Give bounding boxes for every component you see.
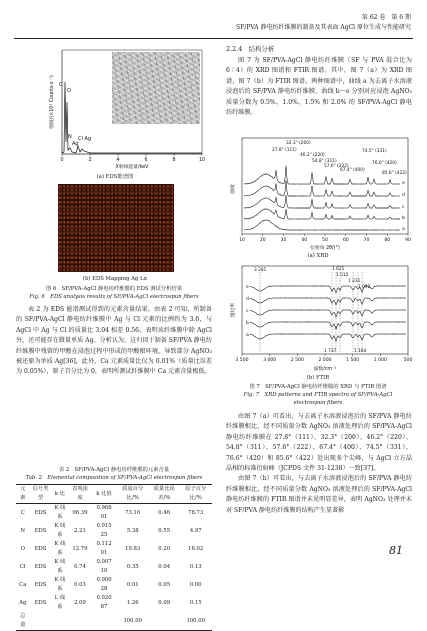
axis-tick-label: 2 500 [290,358,304,363]
xrd-curve [244,166,400,185]
section-title: 2.2.4 结构分析 [226,45,275,53]
xrd-y-label: 强度 [231,184,236,194]
xrd-curve-label: a [402,227,405,232]
fig6a-caption: (a) EDS能谱图 [96,174,134,180]
table-cell: 1.26 [126,599,139,606]
page-number: 81 [389,544,403,557]
ftir-curve-label: e [246,285,249,290]
table-cell: Cl [19,563,26,570]
axis-tick-label: 500 [403,358,413,363]
table-cell: EDS [34,527,47,534]
ftir-curve [250,298,406,305]
table-cell: EDS [34,509,47,516]
table-cell: 0.13 [189,563,202,570]
table-cell: 12.79 [72,545,88,552]
ftir-curve [250,286,406,293]
xrd-curve [244,220,400,231]
fig7b-ftir-chart [222,262,414,374]
table2 [16,484,212,631]
table-row [16,612,212,631]
table-cell: 0.74 [74,563,86,570]
table-header: k 比 [52,485,69,504]
axis-tick-label: 40 [301,238,308,243]
table-cell: 2.21 [74,527,86,534]
table-row [16,522,212,540]
header-rule [14,38,413,39]
axis-tick-label: 60 [342,238,349,243]
xrd-curve-label: c [402,205,405,210]
table-cell: 总量 [16,612,30,631]
axis-tick-label: 3 500 [235,358,249,363]
table-cell: 5.38 [126,527,139,534]
table-header: 质量比误差/% [149,485,179,504]
ftir-peak-label: 1 231 [348,279,361,284]
table-cell [30,612,52,631]
eds-y-label: 强度/(×10³ Counts·s⁻¹) [50,75,55,129]
ftir-peak-label: 3 281 [254,268,267,273]
ftir-curve [250,322,406,330]
table-header: 质量百分比/% [116,485,149,504]
xrd-curve [244,209,400,220]
xrd-curve [244,180,400,196]
xrd-peak-label: 46.2° (220) [300,153,325,158]
axis-tick-label: 1 500 [346,358,360,363]
table-cell: 96.39 [72,509,88,516]
table-cell: 0.35 [126,563,139,570]
table-cell: 0.000 28 [96,577,112,592]
fig7b-caption: (b) FTIR [306,375,330,381]
xrd-curve-label: d [402,193,405,198]
fig6-caption-en: Fig. 6 EDS analysis results of SF/PVA-AgCl electrospun fibers [29,294,199,300]
table-cell: EDS [34,599,47,606]
eds-peak-label: Cl Ag [78,136,92,142]
table-header: 信号类型 [30,485,52,504]
table-cell: K 线系 [54,577,66,592]
table-row [16,540,212,558]
eds-x-tick: 6 [144,158,148,163]
ftir-curve-label: c [246,309,249,314]
table-cell: 0.20 [158,545,171,552]
xrd-peak-label: 76.6° (420) [372,161,397,166]
table-cell: 0.05 [158,581,171,588]
table-cell: 16.02 [188,545,204,552]
left-body-text [16,305,212,378]
table-header: 表观浓度 [68,485,91,504]
sem-inset-image [112,52,200,124]
journal-volume: 第 62 卷 第 6 期 [361,14,411,21]
fig7-caption-en-2: electrospun fibers [293,400,343,406]
table-cell: 0.112 01 [96,541,112,556]
eds-x-tick: 10 [198,158,206,163]
axis-tick-label: 80 [384,238,391,243]
axis-tick-label: 2 000 [318,358,332,363]
ftir-curve-label: b [246,321,249,326]
table-cell: 0.020 87 [96,595,112,610]
xrd-peak-label: 85.6° (422) [382,171,407,176]
ftir-curve-label: d [246,297,249,302]
xrd-peak-label: 57.6° (222) [324,164,349,169]
xrd-curve [244,195,400,208]
ftir-curve [250,310,406,317]
ftir-y-label: 透过率 [231,302,236,318]
eds-peak-label: N [68,134,72,140]
xrd-peak-label: 54.8° (311) [312,159,337,164]
table-cell: EDS [34,563,47,570]
xrd-peak-label: 67.4° (400) [340,168,365,173]
xrd-curve-label: b [402,216,405,221]
table-cell [92,612,117,631]
table-cell: Ca [19,581,27,588]
table-cell: 0.04 [158,563,171,570]
table-cell: K 线系 [54,541,66,556]
right-top-text [226,56,412,118]
table-cell: 0.968 91 [96,505,112,520]
ftir-peak-label: 1 737 [324,349,337,354]
fig6a-eds-spectrum [20,42,210,172]
fig6b-caption: (b) EDS Mapping Ag Lα [82,276,148,282]
ftir-peak-label: 1 164 [354,349,367,354]
paragraph: 由图 7（a）可看出，与去离子水溶液浸泡后的 SF/PVA 静电纺纤维膜相比，经不同质量分数 AgNO₃ 溶液处理后的 SF/PVA-AgCl 静电纺纤维膜在 27.8°（111）、32.3°（200）、46.2°（220）、54.8°（311）、57.6°（222）、67.4°（400）、74.5°（331）、76.6°（420）和 85.6°（422）处出现多个尖峰，与 AgCl 立方晶晶相的标准衍射峰（JCPDS 文件 31-1238）一致[37]。 [226,413,412,473]
table-cell: 100.00 [116,612,149,631]
table-cell [68,612,91,631]
eds-x-tick: 8 [172,158,176,163]
axis-tick-label: 3 000 [263,358,277,363]
ftir-peak-label: 1 092 [358,285,371,290]
table-row [16,594,212,612]
table-cell: 2.09 [74,599,86,606]
xrd-x-label: 衍射角 2θ/(°) [310,246,340,251]
table-cell: L 线系 [54,595,66,610]
ftir-x-label: 波数/cm⁻¹ [313,367,337,372]
eds-x-tick: 4 [116,158,120,163]
table-cell: 0.01 [126,581,139,588]
table-cell: K 线系 [54,559,66,574]
table-cell: 0.09 [158,599,171,606]
table-cell: EDS [34,545,47,552]
fig7a-caption: (a) XRD [307,253,329,259]
fig7a-xrd-chart [222,134,414,252]
table-cell: K 线系 [54,523,66,538]
table-cell [52,612,69,631]
eds-peak-label: Ag [72,141,79,147]
table-header: k 比值 [92,485,117,504]
paragraph: 表 2 为 EDS 能谱测试得到的元素含量结果。由表 2 可知，所制备的 SF/PVA-AgCl 静电纺纤维膜中 Ag 与 Cl 元素的比例约为 3.6，与 AgCl 中 Ag 与 Cl 的质量比 3.04 相差 0.56，表明该纤维膜中除 AgCl 外，还可能存在微量单质 Ag。分析认为，这归因于制备 SF/PVA 静电纺纤维膜中残留的甲酸在浸泡过程中形成的甲酸根环境，导致部分 AgNO₃ 被还原为单质 Ag[36]，此外，Ca 元素质量比仅为 0.01%（质量比误差为 0.05%），原子百分比为 0，表明所测试纤维膜中 Ca 元素含量极低。 [16,306,212,376]
table-cell: 0.00 [189,581,202,588]
xrd-peak-label: 27.8° (111) [272,148,297,153]
fig7-caption-cn: 图 7 SF/PVA-AgCl 静电纺纤维膜的 XRD 与 FTIR 图谱 [249,384,387,390]
table-header: 原子百分比/% [179,485,212,504]
eds-peak-label: C [59,82,63,88]
axis-tick-label: 90 [405,238,411,243]
eds-x-tick: 2 [88,158,92,163]
axis-tick-label: 20 [259,238,266,243]
table-cell: 78.73 [188,509,204,516]
ftir-peak-label: 1 621 [332,267,345,272]
axis-tick-label: 30 [280,238,287,243]
table2-title-en: Tab. 2 Elemental composition of SF/PVA-AgCl electrospun fibers [25,475,203,481]
eds-x-tick: 0 [60,158,64,163]
table-cell: 4.97 [189,527,202,534]
ftir-curve-label: a [246,333,249,338]
ftir-curve [250,334,406,342]
table-cell: 0.015 25 [96,523,112,538]
table-cell: 0.03 [74,581,86,588]
paragraph: 由图 7（b）可看出，与去离子水溶液浸泡后的 SF/PVA 静电纺纤维膜相比，经不同质量分数 AgNO₃ 溶液处理后的 SF/PVA-AgCl 静电纺纤维膜的 FTIR 图谱并未见明显差异，表明 AgNO₃ 处理并未对 SF/PVA 静电纺纤维膜的结构产生显著影 [226,475,412,514]
table-cell [149,612,179,631]
table-cell: 0.55 [158,527,171,534]
eds-mapping-image [58,184,174,272]
table-row [16,558,212,576]
xrd-peak-label: 32.3° (200) [286,141,311,146]
table-cell: 100.00 [179,612,212,631]
fig7-caption-en: Fig. 7 XRD patterns and FTIR spectra of SF/PVA-AgCl [243,392,393,398]
table-cell: Ag [19,599,27,606]
table-cell: O [20,545,25,552]
axis-tick-label: 50 [322,238,328,243]
right-bottom-text [226,412,412,516]
table-cell: K 线系 [54,505,66,520]
axis-tick-label: 70 [363,238,370,243]
table-cell: 73.16 [125,509,141,516]
eds-peak-label: O [67,88,71,94]
table-cell: 0.46 [158,509,171,516]
table-cell: N [20,527,26,534]
xrd-peak-label: 74.5° (331) [362,149,387,154]
table-cell: EDS [34,581,47,588]
ftir-peak-label: 1 515 [336,273,349,278]
table-cell: 0.007 10 [96,559,112,574]
paragraph: 图 7 为 SF/PVA-AgCl 静电纺纤维膜（SF 与 PVA 混合比为 6∶4）的 XRD 图谱和 FTIR 图谱。其中，图 7（a）为 XRD 图谱，图 7（b）为 FTIR 图谱。两种图谱中，曲线 a 为去离子水溶液浸泡后的 SF/PVA 静电纺纤维膜，曲线 b～e 分别对应浸泡 AgNO₃ 质量分数为 0.5%、1.0%、1.5% 和 2.0% 的 SF/PVA-AgCl 静电纺纤维膜。 [226,57,412,117]
table-cell: C [20,509,25,516]
table-cell: 0.15 [189,599,202,606]
axis-tick-label: 1 000 [373,358,387,363]
table-cell: 19.83 [125,545,141,552]
table2-title-cn: 表 2 SF/PVA-AgCl 静电纺纤维膜的元素含量 [58,467,170,473]
table-row [16,576,212,594]
eds-x-label: X射线能量/keV [115,165,149,170]
axis-tick-label: 10 [239,238,245,243]
fig6-caption-cn: 图 6 SF/PVA-AgCl 静电纺纤维膜的 EDS 测试分析结果 [46,286,182,292]
table-header: 元素 [16,485,30,504]
xrd-curve-label: e [402,181,405,186]
table-row [16,504,212,523]
running-title: SF/PVA 静电纺纤维膜的制备及其表面 AgCl 原位生成与性能研究 [236,24,411,31]
